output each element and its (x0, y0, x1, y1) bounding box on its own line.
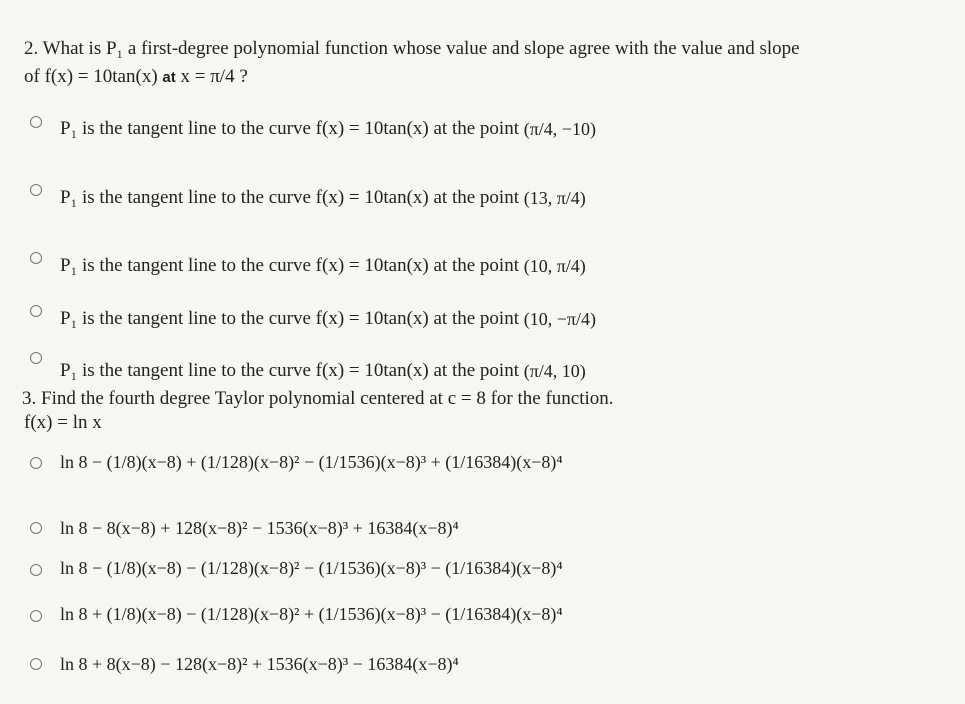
q3-option-1[interactable]: ln 8 − (1/8)(x−8) + (1/128)(x−8)² − (1/1536)(x−8)³ + (1/16384)(x−8)⁴ (60, 452, 563, 472)
q2-option-1[interactable] (60, 118, 596, 140)
question-3-function: f(x) = ln x (24, 412, 102, 433)
q2-option-4[interactable] (60, 308, 596, 330)
q2-option-5-radio[interactable] (30, 352, 42, 364)
at-word: at (162, 69, 176, 86)
q3-option-4[interactable]: ln 8 + (1/8)(x−8) − (1/128)(x−8)² + (1/1536)(x−8)³ − (1/16384)(x−8)⁴ (60, 604, 563, 624)
function-expression: f(x) = 10tan(x) (44, 66, 158, 87)
q2-option-4-text: P₁ is the tangent line to the curve f(x) = 10tan(x) at the point (60, 308, 519, 329)
question-2-line-1: 2. What is P₁ a first-degree polynomial function whose value and slope agree with the value and slope (24, 38, 800, 59)
q2-option-1-point: (π/4, −10) (523, 119, 596, 140)
q2-option-2-point: (13, π/4) (523, 188, 586, 209)
q2-option-2[interactable] (60, 187, 586, 209)
q2-option-1-text: P₁ is the tangent line to the curve f(x) = 10tan(x) at the point (60, 118, 519, 139)
q3-option-3-radio[interactable] (30, 564, 42, 576)
q3-option-2[interactable]: ln 8 − 8(x−8) + 128(x−8)² − 1536(x−8)³ + 16384(x−8)⁴ (60, 518, 459, 538)
q3-option-4-radio[interactable] (30, 610, 42, 622)
q2-option-1-radio[interactable] (30, 116, 42, 128)
q2-option-3-text: P₁ is the tangent line to the curve f(x) = 10tan(x) at the point (60, 255, 519, 276)
q3-option-3[interactable]: ln 8 − (1/8)(x−8) − (1/128)(x−8)² − (1/1536)(x−8)³ − (1/16384)(x−8)⁴ (60, 558, 563, 578)
q2-option-3[interactable] (60, 255, 586, 277)
q2-option-3-point: (10, π/4) (523, 256, 586, 277)
x-value: x = π/4 ? (180, 66, 248, 87)
q3-option-5-radio[interactable] (30, 658, 42, 670)
question-3-line-1: 3. Find the fourth degree Taylor polynomial centered at c = 8 for the function. (22, 388, 614, 409)
q2-option-2-radio[interactable] (30, 184, 42, 196)
q3-option-5[interactable]: ln 8 + 8(x−8) − 128(x−8)² + 1536(x−8)³ − 16384(x−8)⁴ (60, 654, 459, 674)
q2-option-2-text: P₁ is the tangent line to the curve f(x) = 10tan(x) at the point (60, 187, 519, 208)
q3-option-2-radio[interactable] (30, 522, 42, 534)
of-word: of (24, 66, 40, 87)
q2-option-4-point: (10, −π/4) (523, 309, 596, 330)
q2-option-4-radio[interactable] (30, 305, 42, 317)
q2-option-5-text: P₁ is the tangent line to the curve f(x) = 10tan(x) at the point (60, 360, 519, 381)
q2-option-5[interactable] (60, 360, 586, 382)
q2-option-3-radio[interactable] (30, 252, 42, 264)
q3-option-1-radio[interactable] (30, 457, 42, 469)
question-2-line-2 (24, 66, 248, 89)
q2-option-5-point: (π/4, 10) (523, 361, 586, 382)
